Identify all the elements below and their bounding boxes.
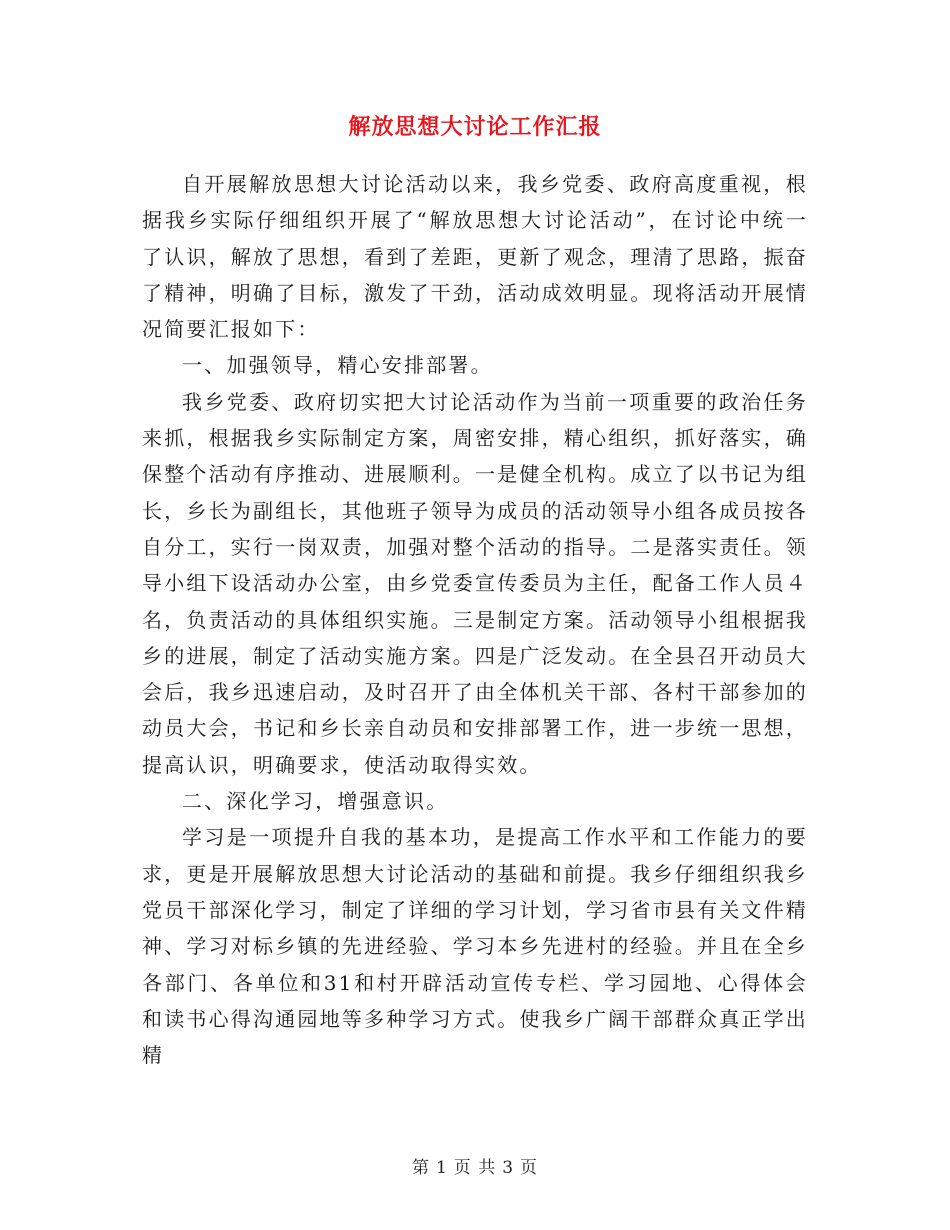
- footer-total-pages: 3: [502, 1158, 515, 1178]
- footer-prefix: 第: [411, 1158, 430, 1178]
- paragraph-section-1: 我乡党委、政府切实把大讨论活动作为当前一项重要的政治任务来抓，根据我乡实际制定方案，周密安排，精心组织，抓好落实，确保整个活动有序推动、进展顺利。一是健全机构。成立了以书记为组长，乡长为副组长，其他班子领导为成员的活动领导小组各成员按各自分工，实行一岗双责，加强对整个活动的指导。二是落实责任。领导小组下设活动办公室，由乡党委宣传委员为主任，配备工作人员４名，负责活动的具体组织实施。三是制定方案。活动领导小组根据我乡的进展，制定了活动实施方案。四是广泛发动。在全县召开动员大会后，我乡迅速启动，及时召开了由全体机关干部、各村干部参加的动员大会，书记和乡长亲自动员和安排部署工作，进一步统一思想，提高认识，明确要求，使活动取得实效。: [142, 389, 808, 777]
- paragraph-section-2: 学习是一项提升自我的基本功，是提高工作水平和工作能力的要求，更是开展解放思想大讨论活动的基础和前提。我乡仔细组织我乡党员干部深化学习，制定了详细的学习计划，学习省市县有关文件精神、学习对标乡镇的先进经验、学习本乡先进村的经验。并且在全乡各部门、各单位和31和村开辟活动宣传专栏、学习园地、心得体会和读书心得沟通园地等多种学习方式。使我乡广阔干部群众真正学出精: [142, 825, 808, 1068]
- document-body: [142, 166, 808, 1073]
- section-heading-2: 二、深化学习，增强意识。: [182, 789, 449, 814]
- page-footer: [0, 1153, 950, 1178]
- footer-suffix: 页: [520, 1158, 539, 1178]
- document-title: 解放思想大讨论工作汇报: [348, 115, 602, 140]
- footer-page-number: 1: [435, 1158, 448, 1178]
- section-heading-1: 一、加强领导，精心安排部署。: [182, 353, 493, 378]
- footer-middle: 页 共: [453, 1158, 497, 1178]
- paragraph-intro: 自开展解放思想大讨论活动以来，我乡党委、政府高度重视，根据我乡实际仔细组织开展了“解放思想大讨论活动”，在讨论中统一了认识，解放了思想，看到了差距，更新了观念，理清了思路，振奋了精神，明确了目标，激发了干劲，活动成效明显。现将活动开展情况简要汇报如下：: [142, 172, 808, 342]
